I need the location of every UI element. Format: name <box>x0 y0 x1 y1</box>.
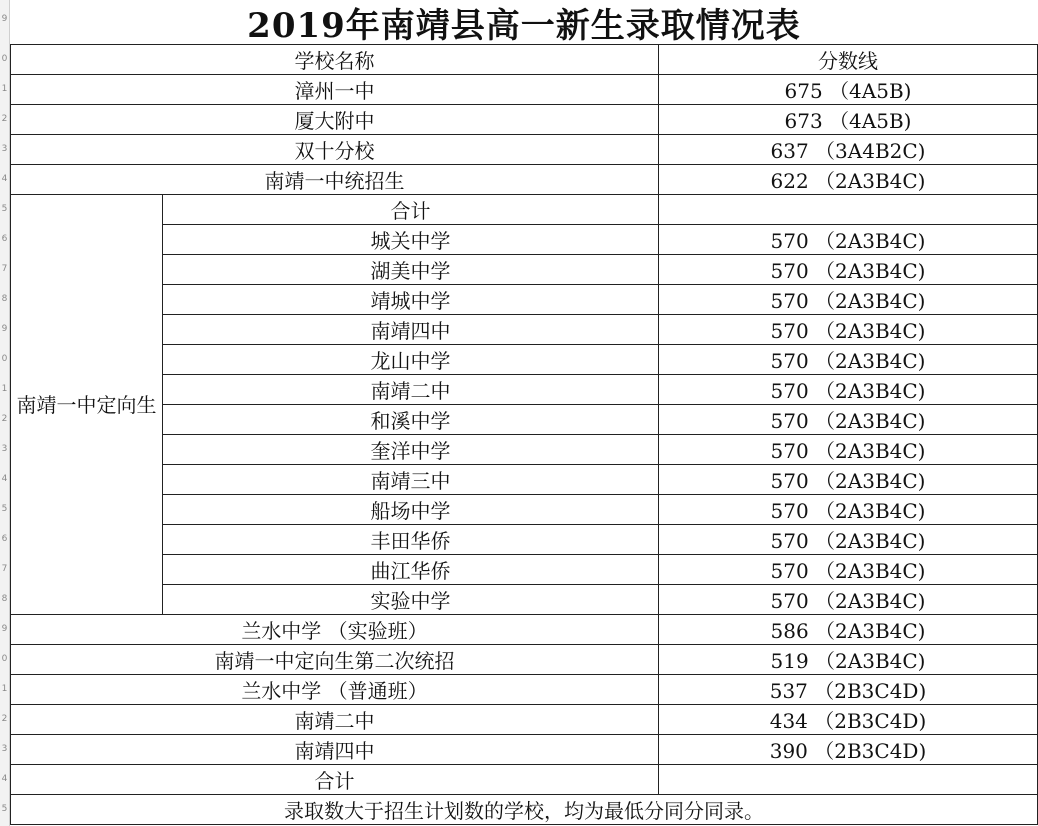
score-cell[interactable]: 570 （2A3B4C) <box>659 555 1038 585</box>
score-cell[interactable]: 434 （2B3C4D) <box>659 705 1038 735</box>
school-name-cell[interactable]: 曲江华侨 <box>163 555 659 585</box>
score-cell[interactable]: 390 （2B3C4D) <box>659 735 1038 765</box>
score-cell[interactable]: 537 （2B3C4D) <box>659 675 1038 705</box>
row-number: 2 <box>1 114 8 124</box>
score-cell[interactable]: 570 （2A3B4C) <box>659 255 1038 285</box>
school-name-cell[interactable]: 南靖四中 <box>11 735 659 765</box>
table-row <box>11 735 1038 765</box>
table-row <box>11 645 1038 675</box>
admission-table <box>10 44 1038 825</box>
score-cell[interactable]: 570 （2A3B4C) <box>659 285 1038 315</box>
sheet-title: 2019年南靖县高一新生录取情况表 <box>247 5 801 46</box>
school-name-cell[interactable]: 南靖二中 <box>163 375 659 405</box>
school-name-cell[interactable]: 南靖二中 <box>11 705 659 735</box>
score-cell[interactable]: 570 （2A3B4C) <box>659 465 1038 495</box>
score-cell[interactable]: 673 （4A5B) <box>659 105 1038 135</box>
school-name-cell[interactable]: 丰田华侨 <box>163 525 659 555</box>
row-number: 9 <box>1 324 8 334</box>
row-number-gutter <box>0 0 10 826</box>
school-name-cell[interactable]: 靖城中学 <box>163 285 659 315</box>
school-name-cell[interactable]: 厦大附中 <box>11 105 659 135</box>
row-number: 3 <box>1 444 8 454</box>
school-name-cell[interactable]: 兰水中学 （普通班） <box>11 675 659 705</box>
score-cell[interactable]: 519 （2A3B4C) <box>659 645 1038 675</box>
row-number: 8 <box>1 294 8 304</box>
row-number: 2 <box>1 414 8 424</box>
row-number: 3 <box>1 744 8 754</box>
group-total-label-cell[interactable]: 合计 <box>163 195 659 225</box>
table-row <box>11 555 1038 585</box>
row-number: 7 <box>1 564 8 574</box>
school-name-cell[interactable]: 湖美中学 <box>163 255 659 285</box>
row-number: 9 <box>1 14 8 24</box>
table-row <box>11 345 1038 375</box>
school-name-cell[interactable]: 城关中学 <box>163 225 659 255</box>
table-row <box>11 585 1038 615</box>
score-cell[interactable]: 675 （4A5B) <box>659 75 1038 105</box>
school-name-cell[interactable]: 南靖一中定向生第二次统招 <box>11 645 659 675</box>
score-cell[interactable]: 570 （2A3B4C) <box>659 405 1038 435</box>
row-number: 0 <box>1 654 8 664</box>
school-name-cell[interactable]: 龙山中学 <box>163 345 659 375</box>
row-number: 4 <box>1 774 8 784</box>
table-row <box>11 465 1038 495</box>
row-number: 5 <box>1 804 8 814</box>
table-row <box>11 165 1038 195</box>
table-row <box>11 765 1038 795</box>
row-number: 6 <box>1 534 8 544</box>
school-name-cell[interactable]: 南靖四中 <box>163 315 659 345</box>
table-row <box>11 225 1038 255</box>
group-total-score-cell[interactable] <box>659 195 1038 225</box>
header-score[interactable]: 分数线 <box>659 45 1038 75</box>
header-row <box>11 45 1038 75</box>
row-number: 3 <box>1 144 8 154</box>
table-row <box>11 135 1038 165</box>
group-label-cell[interactable]: 南靖一中定向生 <box>11 195 163 615</box>
grand-total-label-cell[interactable]: 合计 <box>11 765 659 795</box>
table-row <box>11 285 1038 315</box>
row-number: 7 <box>1 264 8 274</box>
school-name-cell[interactable]: 奎洋中学 <box>163 435 659 465</box>
row-number: 0 <box>1 54 8 64</box>
table-row <box>11 195 1038 225</box>
row-number: 6 <box>1 234 8 244</box>
grand-total-score-cell[interactable] <box>659 765 1038 795</box>
table-row <box>11 255 1038 285</box>
school-name-cell[interactable]: 船场中学 <box>163 495 659 525</box>
score-cell[interactable]: 570 （2A3B4C) <box>659 585 1038 615</box>
score-cell[interactable]: 570 （2A3B4C) <box>659 495 1038 525</box>
table-row <box>11 405 1038 435</box>
table-row <box>11 525 1038 555</box>
row-number: 9 <box>1 624 8 634</box>
school-name-cell[interactable]: 和溪中学 <box>163 405 659 435</box>
score-cell[interactable]: 570 （2A3B4C) <box>659 435 1038 465</box>
table-row <box>11 75 1038 105</box>
school-name-cell[interactable]: 实验中学 <box>163 585 659 615</box>
school-name-cell[interactable]: 双十分校 <box>11 135 659 165</box>
row-number: 2 <box>1 714 8 724</box>
school-name-cell[interactable]: 南靖一中统招生 <box>11 165 659 195</box>
row-number: 5 <box>1 204 8 214</box>
table-row <box>11 375 1038 405</box>
row-number: 1 <box>1 384 8 394</box>
header-school[interactable]: 学校名称 <box>11 45 659 75</box>
score-cell[interactable]: 622 （2A3B4C) <box>659 165 1038 195</box>
school-name-cell[interactable]: 漳州一中 <box>11 75 659 105</box>
score-cell[interactable]: 570 （2A3B4C) <box>659 525 1038 555</box>
table-row <box>11 615 1038 645</box>
table-row <box>11 675 1038 705</box>
table-row <box>11 105 1038 135</box>
row-number: 0 <box>1 354 8 364</box>
score-cell[interactable]: 570 （2A3B4C) <box>659 345 1038 375</box>
score-cell[interactable]: 586 （2A3B4C) <box>659 615 1038 645</box>
table-row <box>11 495 1038 525</box>
note-cell[interactable]: 录取数大于招生计划数的学校，均为最低分同分同录。 <box>11 795 1038 825</box>
row-number: 4 <box>1 474 8 484</box>
note-row <box>11 795 1038 825</box>
school-name-cell[interactable]: 兰水中学 （实验班） <box>11 615 659 645</box>
school-name-cell[interactable]: 南靖三中 <box>163 465 659 495</box>
score-cell[interactable]: 570 （2A3B4C) <box>659 315 1038 345</box>
table-row <box>11 705 1038 735</box>
row-number: 5 <box>1 504 8 514</box>
score-cell[interactable]: 570 （2A3B4C) <box>659 375 1038 405</box>
score-cell[interactable]: 570 （2A3B4C) <box>659 225 1038 255</box>
row-number: 1 <box>1 684 8 694</box>
row-number: 4 <box>1 174 8 184</box>
row-number: 8 <box>1 594 8 604</box>
table-row <box>11 435 1038 465</box>
score-cell[interactable]: 637 （3A4B2C) <box>659 135 1038 165</box>
table-row <box>11 315 1038 345</box>
row-number: 1 <box>1 84 8 94</box>
